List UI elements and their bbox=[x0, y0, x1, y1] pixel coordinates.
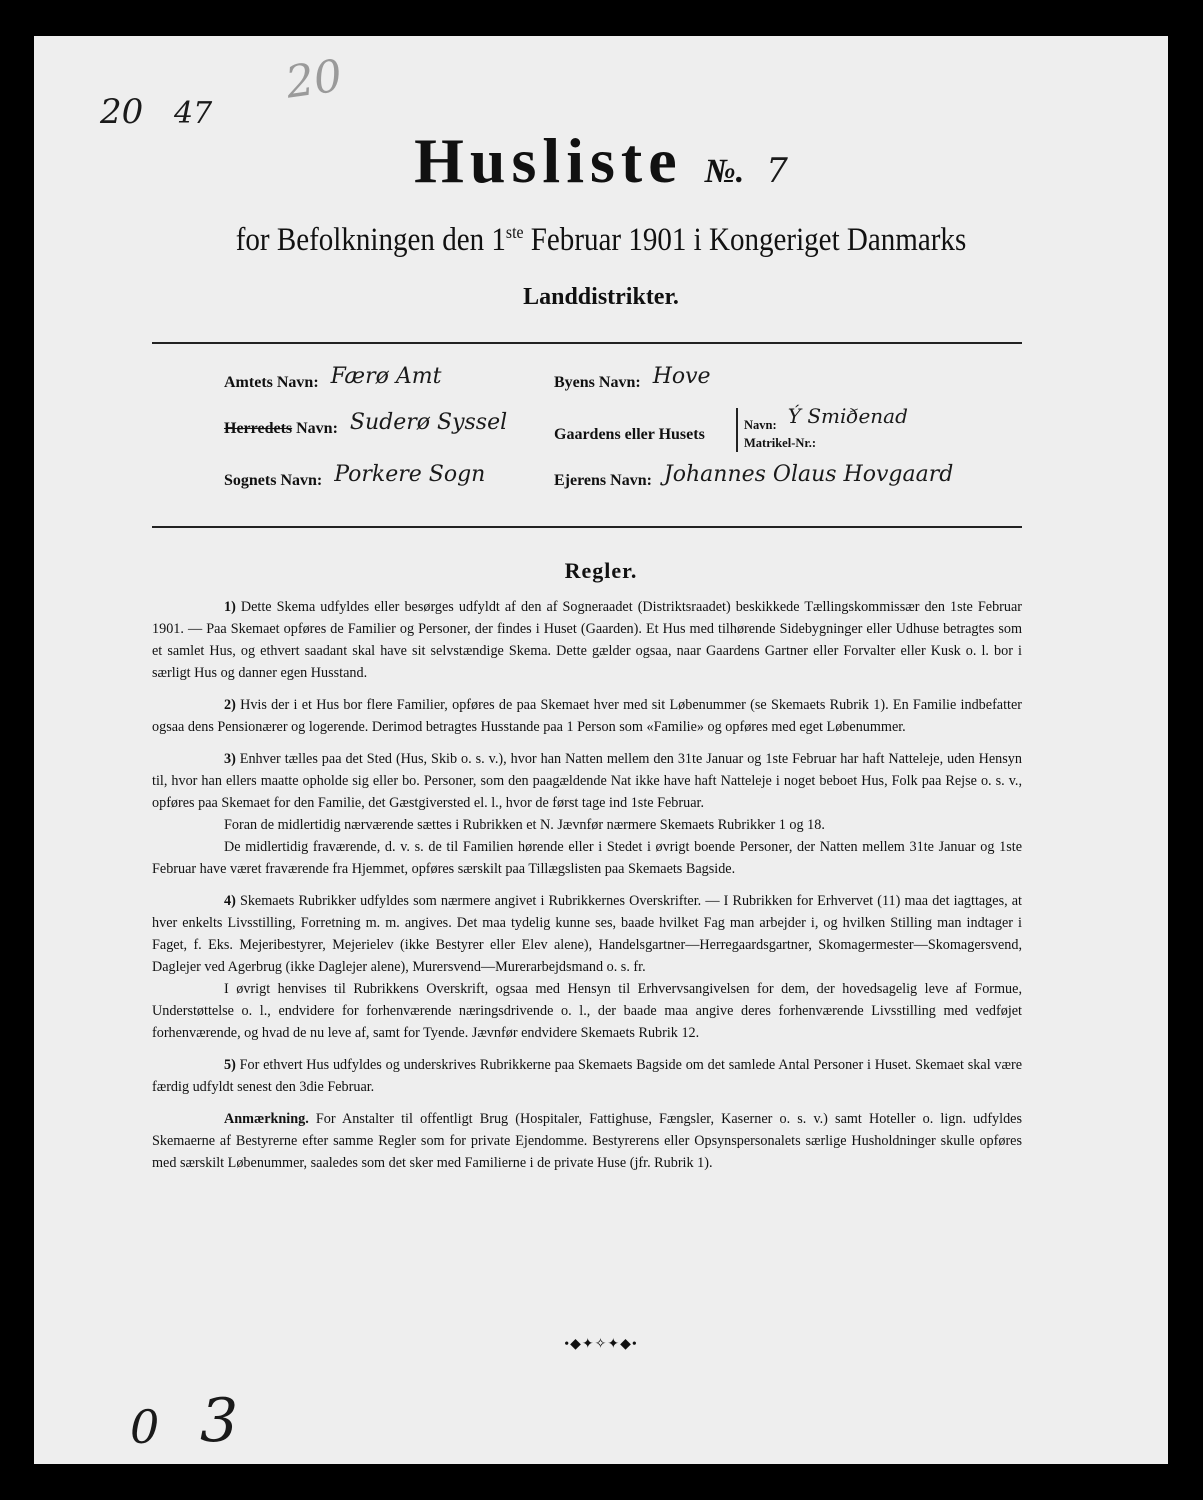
rule-paragraph bbox=[152, 890, 1022, 978]
field-label: Navn: bbox=[292, 420, 338, 437]
census-form-sheet bbox=[34, 36, 1168, 1464]
brace-bar bbox=[736, 408, 738, 452]
number-label: №. bbox=[704, 153, 745, 190]
rule-paragraph bbox=[152, 1054, 1022, 1098]
field-label: Byens Navn: bbox=[554, 374, 641, 391]
faint-pencil-number: 20 bbox=[282, 50, 346, 109]
rule-number: 1) bbox=[224, 599, 236, 615]
rule-number: Anmærkning. bbox=[224, 1111, 309, 1127]
form-subtitle-districts: Landdistrikter. bbox=[523, 284, 679, 310]
field-value-ejer: Johannes Olaus Hovgaard bbox=[663, 462, 954, 487]
rule-text: For ethvert Hus udfyldes og underskrives Rubrikkerne paa Skemaets Bagside om det samlede Antal Personer i Huset. Skemaet skal være færdig udfyldt senest den 3die Februar. bbox=[152, 1057, 1023, 1095]
field-ejer bbox=[554, 462, 954, 490]
field-label: Ejerens Navn: bbox=[554, 472, 652, 489]
rule-paragraph bbox=[152, 814, 1022, 836]
rule-text: For Anstalter til offentligt Brug (Hospitaler, Fattighuse, Fængsler, Kaserner o. s. v.) samt Hoteller o. lign. udfyldes Skemaerne af Bestyrerne efter samme Regler som for private Ejendomme. Bestyrerens eller Opsynspersonalets særlige Husholdninger skulle opføres med særskilt Løbenummer, saaledes som det sker med Familierne i de private Huse (jfr. Rubrik 1). bbox=[152, 1111, 1022, 1171]
subtitle-sup: ste bbox=[505, 222, 524, 242]
rule-text: Dette Skema udfyldes eller besørges udfyldt af den af Sogneraadet (Distriktsraadet) beskikkede Tællingskommissær den 1ste Februar 1901. — Paa Skemaet opføres de Familier og Personer, der findes i Huset (Gaarden). Et Hus med tilhørende Sidebygninger eller Udhuse betragtes som et samlet Hus, og ethvert saadant skal have sit selvstændige Skema. Dette gælder ogsaa, naar Gaardens Gartner eller Forvalter eller Kusk o. l. bor i særligt Hus og danner egen Husstand. bbox=[152, 599, 1022, 681]
divider bbox=[152, 342, 1022, 344]
field-gaard bbox=[554, 426, 705, 444]
field-value-by: Hove bbox=[652, 364, 711, 389]
field-gaard-navn bbox=[744, 404, 908, 434]
rules-body bbox=[152, 596, 1022, 1184]
rule-text: Foran de midlertidig nærværende sættes i Rubrikken et N. Jævnfør nærmere Skemaets Rubrikker 1 og 18. bbox=[224, 817, 825, 833]
rule-paragraph bbox=[152, 836, 1022, 880]
rule-text: Enhver tælles paa det Sted (Hus, Skib o. s. v.), hvor han Natten mellem den 31te Januar og 1ste Februar har haft Natteleje, uden Hensyn til, hvor han ellers maatte opholde sig eller bo. Personer, som den paagældende Nat ikke have haft Natteleje i noget beboet Hus, Folk paa Rejse o. s. v., opføres paa Skemaet for den Familie, det Gæstgiversted el. l., hvor de først tage ind 1ste Februar. bbox=[152, 751, 1022, 811]
rule-number: 3) bbox=[224, 751, 236, 767]
rule-number: 2) bbox=[224, 697, 236, 713]
form-subtitle bbox=[102, 222, 1100, 259]
rule-number: 5) bbox=[224, 1057, 236, 1073]
rule-text: Skemaets Rubrikker udfyldes som nærmere angivet i Rubrikkernes Overskrifter. — I Rubrikken for Erhvervet (11) maa det iagttages, at hver enkelts Livsstilling, Forretning m. m. angives. Det maa tydelig kunne ses, baade hvilket Fag man arbejder i, og hvilken Stilling man indtager i Faget, f. Eks. Mejeribestyrer, Mejerielev (ikke Bestyrer eller Elev alene), Handelsgartner—Herregaardsgartner, Skomagermester—Skomagersvend, Daglejer ved Agerbrug (ikke Daglejer alene), Murersvend—Murerarbejdsmand o. s. fr. bbox=[152, 893, 1023, 975]
field-by bbox=[554, 364, 711, 392]
field-label: Gaardens eller Husets bbox=[554, 426, 705, 443]
field-value-herred: Suderø Syssel bbox=[349, 410, 508, 435]
divider bbox=[152, 526, 1022, 528]
handwritten-number: 20 bbox=[100, 92, 144, 132]
ornament: •◆✦✧✦◆• bbox=[564, 1337, 638, 1352]
house-number: 7 bbox=[766, 151, 788, 191]
field-label: Navn: bbox=[744, 418, 777, 432]
field-label: Sognets Navn: bbox=[224, 472, 323, 489]
rules-heading: Regler. bbox=[564, 558, 638, 583]
handwritten-number: 47 bbox=[174, 96, 213, 131]
field-matrikel: Matrikel-Nr.: bbox=[744, 436, 817, 450]
field-value-sogn: Porkere Sogn bbox=[334, 462, 486, 487]
rule-paragraph bbox=[152, 694, 1022, 738]
rule-paragraph bbox=[152, 978, 1022, 1044]
rule-paragraph bbox=[152, 1108, 1022, 1174]
field-value-amt: Færø Amt bbox=[330, 364, 442, 389]
field-value-gaard-navn: Ý Smiðenad bbox=[787, 404, 908, 428]
rule-paragraph bbox=[152, 748, 1022, 814]
rule-text: Hvis der i et Hus bor flere Familier, opføres de paa Skemaet hver med sit Løbenummer (se Skemaets Rubrik 1). En Familie indbefatter ogsaa dens Pensionærer og logerende. Derimod betragtes Husstande paa 1 Person som «Familie» og opføres med eget Løbenummer. bbox=[152, 697, 1022, 735]
field-herred bbox=[224, 410, 508, 438]
subtitle-part: Februar 1901 i Kongeriget Danmarks bbox=[523, 222, 967, 258]
field-label: Amtets Navn: bbox=[224, 374, 319, 391]
handwritten-number: 0 bbox=[130, 1400, 160, 1454]
rule-text: I øvrigt henvises til Rubrikkens Overskrift, ogsaa med Hensyn til Erhvervsangivelsen for dem, der hovedsagelig leve af Formue, Understøttelse o. l., endvidere for forhenværende næringsdrivende o. l., der baade maa angive deres forhenværende Livsstilling med vedføjet forhenværende, og hvad de nu leve af, samt for Tyende. Jævnfør endvidere Skemaets Rubrik 12. bbox=[152, 981, 1022, 1041]
subtitle-part: for Befolkningen den 1 bbox=[235, 222, 506, 258]
handwritten-number: 3 bbox=[200, 1386, 239, 1456]
rule-number: 4) bbox=[224, 893, 236, 909]
field-amt bbox=[224, 364, 442, 392]
title-text: Husliste bbox=[414, 125, 683, 196]
field-label-struck: Herredets bbox=[224, 420, 293, 437]
rule-paragraph bbox=[152, 596, 1022, 684]
field-sogn bbox=[224, 462, 486, 490]
rule-text: De midlertidig fraværende, d. v. s. de til Familien hørende eller i Stedet i øvrigt boende Personer, der Natten mellem 31te Januar og 1ste Februar have været fraværende fra Hjemmet, opføres særskilt paa Tillægslisten paa Skemaets Bagside. bbox=[152, 839, 1022, 877]
form-title bbox=[34, 124, 1168, 198]
